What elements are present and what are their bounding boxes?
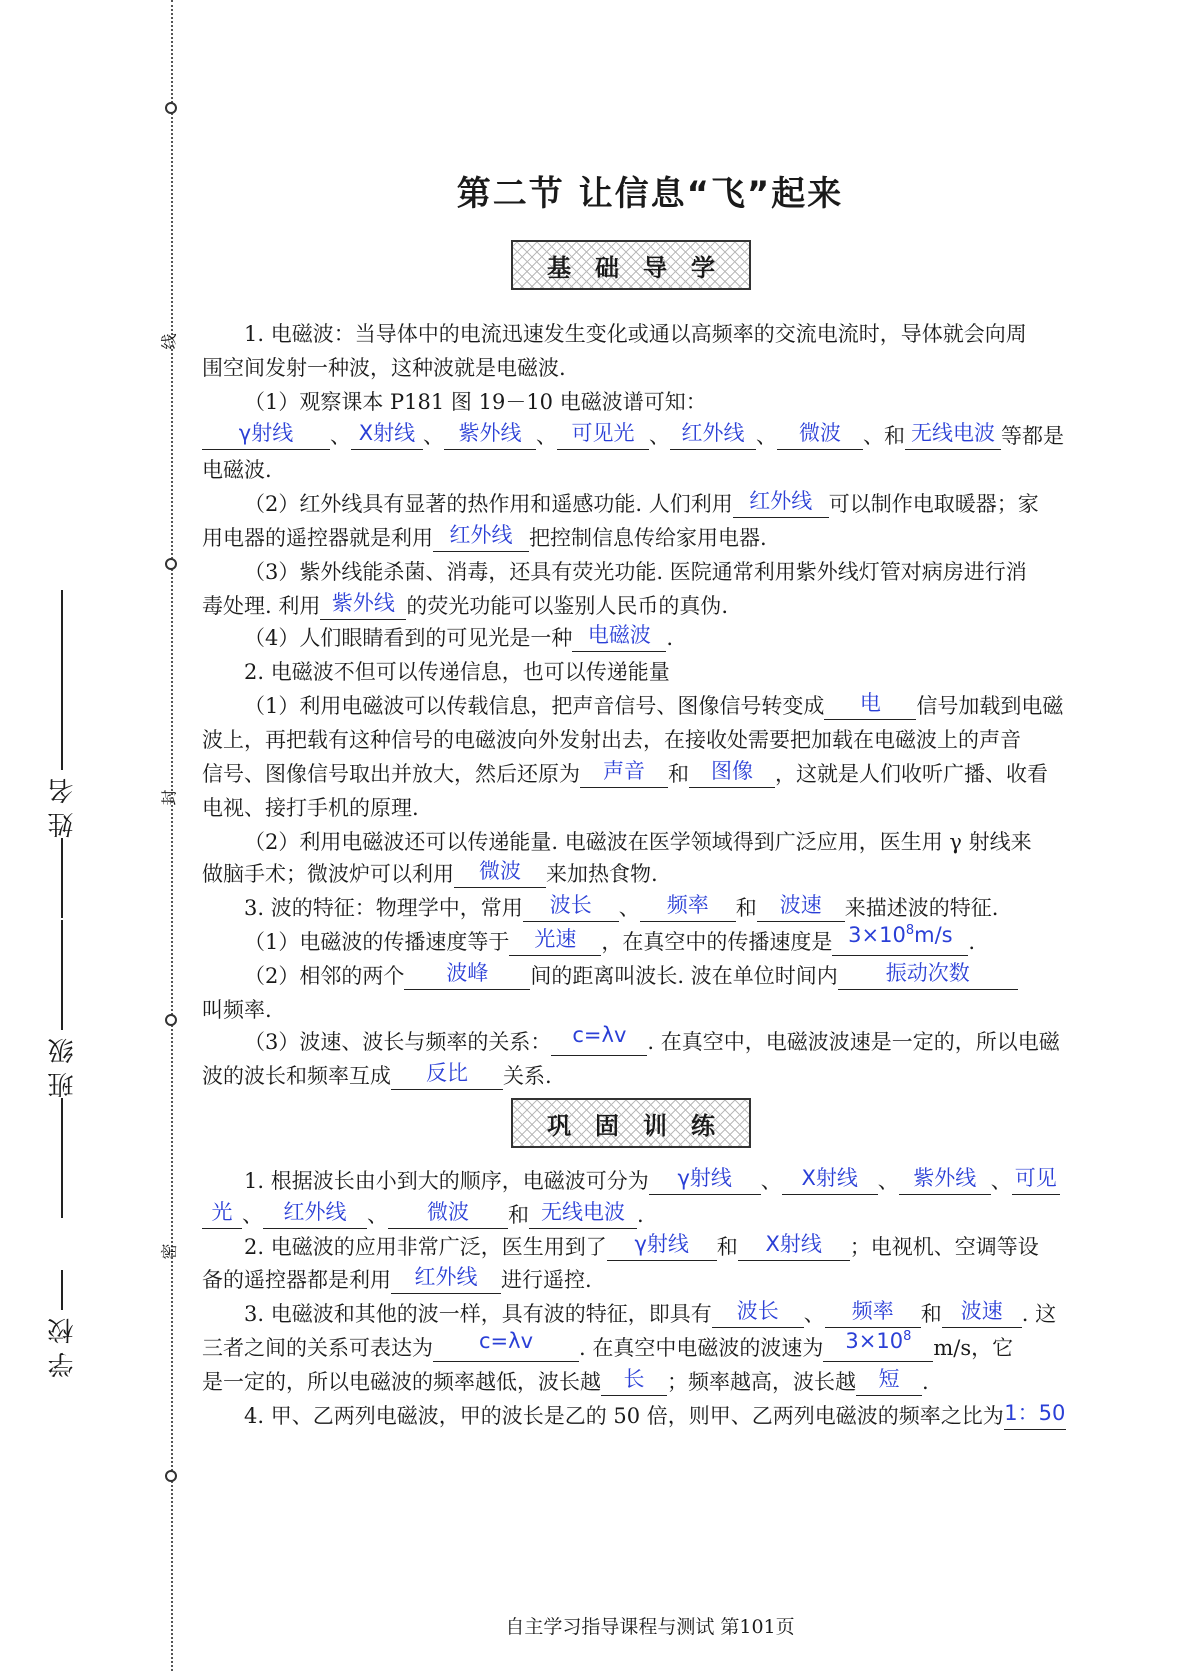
answer: 微波 (427, 1200, 469, 1224)
answer-line (244, 1165, 1060, 1195)
text: ；频率越高，波长越 (667, 1370, 856, 1394)
answer: c=λv (479, 1329, 533, 1353)
answer: 可见 (1014, 1166, 1057, 1190)
answer: c=λv (572, 1023, 627, 1047)
answer-line (202, 1264, 592, 1294)
text: 信号加载到电磁 (916, 694, 1064, 718)
answer-line (202, 758, 1048, 788)
answer: 图像 (711, 759, 753, 783)
text: 、 (618, 896, 640, 920)
answer-line (244, 690, 1063, 720)
page-footer: 自主学习指导课程与测试 第101页 (505, 1616, 795, 1638)
text: 和 (716, 1235, 738, 1259)
answer-line (244, 923, 976, 956)
answer (845, 1329, 911, 1353)
answer: 光速 (534, 927, 577, 951)
text: （3）波速、波长与频率的关系： (244, 1030, 552, 1054)
answer: 红外线 (681, 421, 745, 445)
answer: 红外线 (283, 1200, 347, 1224)
answer-base: 3×10 (845, 1329, 904, 1353)
answer: 波长 (736, 1299, 779, 1323)
text: 、 (423, 424, 444, 448)
answer-base: 3×10 (848, 923, 906, 947)
text: 的荧光功能可以鉴别人民币的真伪. (406, 594, 729, 618)
section-banner-basic (511, 240, 751, 290)
answer-exponent: 8 (905, 923, 915, 938)
text: 三者之间的关系可表达为 (202, 1336, 433, 1360)
answer: 紫外线 (331, 591, 395, 615)
text: 间的距离叫波长. 波在单位时间内 (530, 964, 838, 988)
class-label: 班级 (47, 1030, 78, 1098)
answer-line (202, 420, 1064, 450)
margin-hole-1 (165, 102, 177, 114)
answer-line (202, 858, 658, 888)
text: （4）人们眼睛看到的可见光是一种 (244, 626, 573, 650)
answer: 波速 (779, 893, 822, 917)
text-line: 围空间发射一种波，这种波就是电磁波. (202, 356, 566, 380)
text: 把控制信息传给家用电器. (529, 526, 767, 550)
answer: 电 (859, 691, 881, 715)
answer: 长 (623, 1367, 645, 1391)
answer: γ射线 (677, 1166, 732, 1190)
binding-margin (0, 0, 185, 1671)
answer-line (202, 1366, 929, 1396)
answer: 声音 (603, 759, 645, 783)
answer: 微波 (799, 421, 841, 445)
text: 、 (990, 1169, 1012, 1193)
text: 等都是 (1001, 424, 1064, 448)
text: 、 (536, 424, 557, 448)
answer-exponent: 8 (903, 1329, 912, 1344)
school-label: 学校 (47, 1310, 78, 1378)
text-line: （3）紫外线能杀菌、消毒，还具有荧光功能. 医院通常利用紫外线灯管对病房进行消 (244, 560, 1027, 584)
answer-line (202, 1199, 644, 1229)
section-title-practice: 巩固训练 (547, 1111, 739, 1140)
text: （1）电磁波的传播速度等于 (244, 930, 510, 954)
answer-line (202, 1329, 1014, 1362)
text: 波的波长和频率互成 (202, 1064, 391, 1088)
margin-hole-4 (165, 1470, 177, 1482)
answer: 频率 (851, 1299, 894, 1323)
text: 2. 电磁波的应用非常广泛，医生用到了 (244, 1235, 607, 1259)
text-line: 电磁波. (202, 458, 272, 482)
answer: 波速 (960, 1299, 1003, 1323)
answer: 短 (878, 1367, 900, 1391)
class-line (61, 920, 63, 1030)
text: 进行遥控. (501, 1268, 592, 1292)
answer: X射线 (358, 421, 416, 445)
text-line: （2）利用电磁波还可以传递能量. 电磁波在医学领域得到广泛应用，医生用 γ 射线来 (244, 830, 1032, 854)
text: （1）利用电磁波可以传载信息，把声音信号、图像信号转变成 (244, 694, 825, 718)
text-line: 1. 电磁波：当导体中的电流迅速发生变化或通以高频率的交流电流时，导体就会向周 (244, 322, 1027, 346)
text: . 这 (1021, 1302, 1057, 1326)
text: m/s，它 (933, 1336, 1014, 1360)
answer-line (202, 522, 767, 552)
text: 来加热食物. (546, 862, 658, 886)
text: 备的遥控器都是利用 (202, 1268, 391, 1292)
answer-line (244, 1023, 1060, 1056)
name-line-2 (61, 838, 63, 918)
answer: 电磁波 (587, 623, 651, 647)
text: 3. 电磁波和其他的波一样，具有波的特征，即具有 (244, 1302, 712, 1326)
answer: 无线电波 (911, 421, 995, 445)
text: . (968, 930, 976, 954)
text: 是一定的，所以电磁波的频率越低，波长越 (202, 1370, 601, 1394)
text-line: 2. 电磁波不但可以传递信息，也可以传递能量 (244, 660, 670, 684)
text: . (922, 1370, 929, 1394)
answer: 微波 (479, 859, 521, 883)
text: 来描述波的特征. (844, 896, 999, 920)
text-line: 叫频率. (202, 998, 272, 1022)
answer: 振动次数 (885, 961, 970, 985)
answer (848, 923, 952, 947)
text: 用电器的遥控器就是利用 (202, 526, 433, 550)
answer-line (244, 892, 998, 922)
answer: X射线 (765, 1232, 822, 1256)
answer: γ射线 (238, 421, 294, 445)
answer: 红外线 (414, 1265, 478, 1289)
text: . (666, 626, 674, 650)
text: . 在真空中，电磁波波速是一定的，所以电磁 (647, 1030, 1060, 1054)
text: 关系. (503, 1064, 552, 1088)
answer: 紫外线 (913, 1166, 977, 1190)
school-line (61, 1270, 63, 1310)
text: ，在真空中的传播速度是 (601, 930, 833, 954)
answer: 光 (211, 1200, 233, 1224)
margin-hole-3 (165, 1014, 177, 1026)
answer: 红外线 (449, 523, 513, 547)
text: （2）红外线具有显著的热作用和遥感功能. 人们利用 (244, 492, 733, 516)
margin-char-xian: 线 (159, 333, 179, 350)
margin-hole-2 (165, 558, 177, 570)
class-line-2 (61, 1098, 63, 1218)
text: 和 (920, 1302, 942, 1326)
text: 、 (756, 424, 777, 448)
text: 、和 (863, 424, 905, 448)
text: . (637, 1203, 644, 1227)
school-field (42, 1270, 82, 1378)
section-title-basic: 基础导学 (547, 253, 739, 282)
answer: γ射线 (634, 1232, 689, 1256)
text: 4. 甲、乙两列电磁波，甲的波长是乙的 50 倍，则甲、乙两列电磁波的频率之比为 (244, 1404, 1004, 1428)
margin-char-mi: 密 (159, 1243, 179, 1260)
class-field (42, 920, 82, 1218)
answer: 频率 (666, 893, 709, 917)
text: . 在真空中电磁波的波速为 (579, 1336, 824, 1360)
answer-unit: m/s (914, 923, 953, 947)
text: ；电视机、空调等设 (849, 1235, 1039, 1259)
answer-line (244, 960, 1018, 990)
margin-char-feng: 封 (159, 789, 179, 806)
answer: 1：50 (1004, 1401, 1066, 1425)
text: （2）相邻的两个 (244, 964, 405, 988)
answer-line (244, 1231, 1039, 1261)
page-title: 第二节 让信息“飞”起来 (456, 174, 844, 214)
name-line (61, 590, 63, 770)
text: 毒处理. 利用 (202, 594, 321, 618)
answer-line (244, 488, 1039, 518)
text: 1. 根据波长由小到大的顺序，电磁波可分为 (244, 1169, 649, 1193)
answer: 波长 (549, 893, 592, 917)
section-banner-practice (511, 1098, 751, 1148)
text: 、 (649, 424, 670, 448)
text-line: （1）观察课本 P181 图 19－10 电磁波谱可知： (244, 390, 707, 414)
text: 、 (760, 1169, 782, 1193)
answer: 无线电波 (541, 1200, 625, 1224)
text: 和 (735, 896, 757, 920)
text: ，这就是人们收听广播、收看 (775, 762, 1048, 786)
text: 、 (330, 424, 351, 448)
answer: 反比 (426, 1061, 468, 1085)
text-line: 电视、接打手机的原理. (202, 796, 419, 820)
answer-line (244, 622, 673, 652)
name-field (42, 590, 82, 918)
text: 和 (508, 1203, 529, 1227)
text: 3. 波的特征：物理学中，常用 (244, 896, 523, 920)
answer-line (202, 1060, 552, 1090)
name-label: 姓名 (47, 770, 78, 838)
text: 和 (668, 762, 689, 786)
answer: 紫外线 (458, 421, 522, 445)
answer: X射线 (801, 1166, 858, 1190)
text: 、 (877, 1169, 899, 1193)
answer-line (202, 590, 728, 620)
answer: 红外线 (749, 489, 813, 513)
dotted-cut-line (171, 0, 173, 1671)
text: 、 (803, 1302, 825, 1326)
answer-line (244, 1298, 1056, 1328)
text: 、 (367, 1203, 388, 1227)
text-line: 波上，再把载有这种信号的电磁波向外发射出去，在接收处需要把加载在电磁波上的声音 (202, 728, 1021, 752)
answer: 可见光 (571, 421, 635, 445)
text: 、 (242, 1203, 263, 1227)
text: 信号、图像信号取出并放大，然后还原为 (202, 762, 580, 786)
answer: 波峰 (446, 961, 489, 985)
text: 做脑手术；微波炉可以利用 (202, 862, 454, 886)
answer-line (244, 1400, 1066, 1430)
text: 可以制作电取暖器；家 (828, 492, 1039, 516)
